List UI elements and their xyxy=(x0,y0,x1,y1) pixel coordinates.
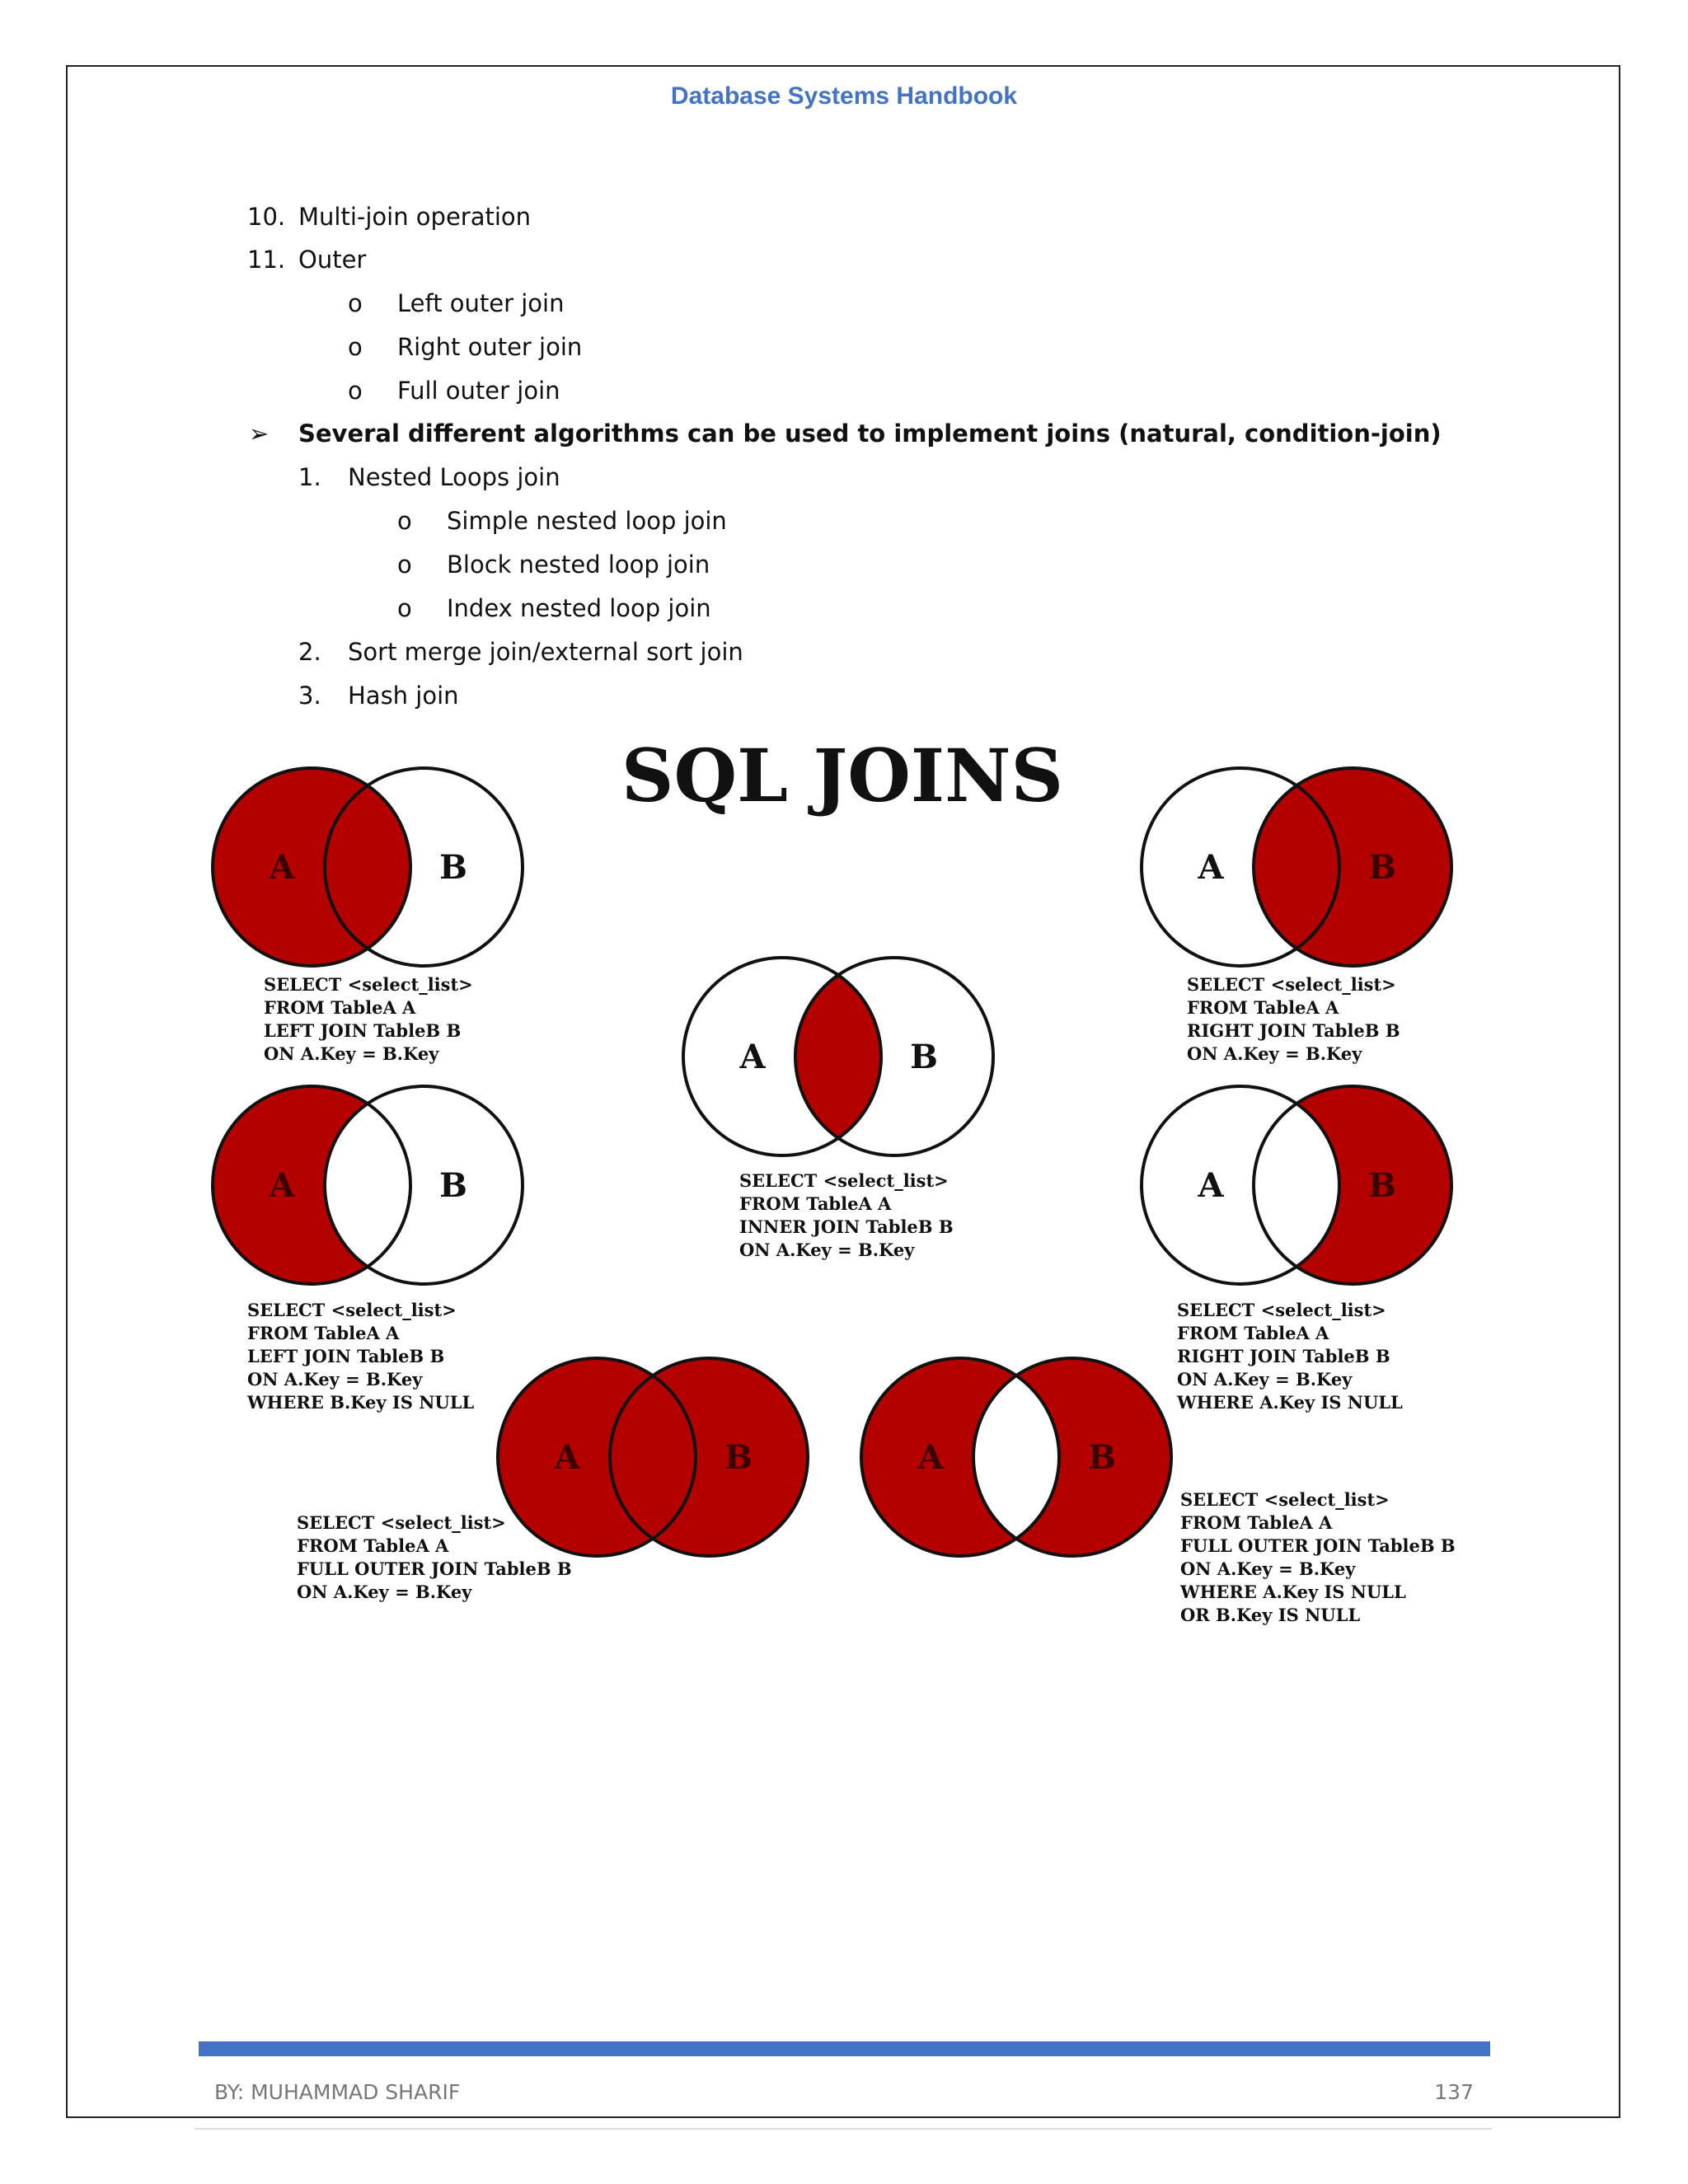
left-join-diagram xyxy=(213,768,523,1064)
bottom-rule xyxy=(195,2128,1493,2130)
sql-line: ON A.Key = B.Key xyxy=(1177,1369,1353,1390)
set-a-label: A xyxy=(554,1438,580,1477)
circle-bullet: o xyxy=(348,333,363,361)
set-a-label: A xyxy=(269,848,295,887)
sql-line: FROM TableA A xyxy=(1180,1512,1333,1533)
set-b-label: B xyxy=(439,848,467,887)
list-item-text: Nested Loops join xyxy=(348,463,560,491)
set-b-label: B xyxy=(910,1038,938,1076)
sql-line: ON A.Key = B.Key xyxy=(297,1582,472,1602)
list-item-text: Index nested loop join xyxy=(447,594,711,622)
list-marker: 3. xyxy=(298,682,321,710)
set-b-label: B xyxy=(439,1166,467,1205)
sql-line: RIGHT JOIN TableB B xyxy=(1187,1020,1400,1041)
left-excluding-join-diagram xyxy=(213,1086,523,1413)
sql-line: INNER JOIN TableB B xyxy=(739,1216,954,1237)
footer-bar xyxy=(199,2041,1490,2056)
set-b-label: B xyxy=(1368,848,1396,887)
list-marker: 2. xyxy=(298,638,321,666)
sql-line: LEFT JOIN TableB B xyxy=(247,1346,445,1366)
set-a-label: A xyxy=(739,1038,766,1076)
sql-line: SELECT <select_list> xyxy=(247,1300,457,1320)
list-item-text: Simple nested loop join xyxy=(447,507,727,535)
running-header: Database Systems Handbook xyxy=(670,82,1018,110)
list-item-text: Outer xyxy=(298,246,367,274)
sql-line: WHERE B.Key IS NULL xyxy=(247,1392,475,1413)
circle-bullet: o xyxy=(397,551,412,579)
circle-bullet: o xyxy=(348,377,363,405)
set-a-label: A xyxy=(917,1438,944,1477)
inner-join-diagram xyxy=(683,958,993,1260)
sql-line: ON A.Key = B.Key xyxy=(1187,1043,1362,1064)
list-item-text: Left outer join xyxy=(397,289,565,317)
list-marker: 1. xyxy=(298,463,321,491)
figure-title: SQL JOINS xyxy=(621,733,1064,818)
list-marker: 11. xyxy=(247,246,286,274)
sql-line: FROM TableA A xyxy=(739,1193,892,1214)
footer-author: BY: MUHAMMAD SHARIF xyxy=(214,2080,461,2104)
sql-line: WHERE A.Key IS NULL xyxy=(1177,1392,1403,1413)
set-b-label: B xyxy=(1368,1166,1396,1205)
page-number: 137 xyxy=(1434,2080,1474,2104)
set-a-label: A xyxy=(1198,1166,1224,1205)
sql-line: ON A.Key = B.Key xyxy=(739,1240,915,1260)
circle-bullet: o xyxy=(348,289,363,317)
list-item-text: Full outer join xyxy=(397,377,560,405)
set-b-label: B xyxy=(724,1438,753,1477)
sql-line: FULL OUTER JOIN TableB B xyxy=(1180,1535,1456,1556)
list-item-text: Right outer join xyxy=(397,333,583,361)
sql-line: RIGHT JOIN TableB B xyxy=(1177,1346,1390,1366)
sql-line: SELECT <select_list> xyxy=(1180,1489,1390,1510)
circle-bullet: o xyxy=(397,594,412,622)
arrow-bullet-icon: ➢ xyxy=(249,419,270,448)
sql-line: FROM TableA A xyxy=(1177,1323,1329,1343)
right-join-diagram xyxy=(1142,768,1451,1064)
list-item-text: Hash join xyxy=(348,682,459,710)
circle-bullet: o xyxy=(397,507,412,535)
list-marker: 10. xyxy=(247,203,286,231)
set-a-label: A xyxy=(1198,848,1224,887)
sql-line: FROM TableA A xyxy=(297,1535,449,1556)
sql-line: SELECT <select_list> xyxy=(1177,1300,1386,1320)
algorithms-heading-text: Several different algorithms can be used to implement joins (natural, condition-join) xyxy=(298,419,1442,448)
sql-line: ON A.Key = B.Key xyxy=(264,1043,439,1064)
list-item-text: Multi-join operation xyxy=(298,203,532,231)
right-excluding-join-diagram xyxy=(1142,1086,1451,1413)
sql-line: SELECT <select_list> xyxy=(264,974,473,995)
sql-line: SELECT <select_list> xyxy=(1187,974,1396,995)
set-a-label: A xyxy=(269,1166,295,1205)
sql-line: ON A.Key = B.Key xyxy=(1180,1558,1356,1579)
sql-line: ON A.Key = B.Key xyxy=(247,1369,423,1390)
sql-line: WHERE A.Key IS NULL xyxy=(1180,1582,1406,1602)
sql-line: OR B.Key IS NULL xyxy=(1180,1605,1361,1625)
sql-line: SELECT <select_list> xyxy=(739,1170,949,1191)
list-item-text: Sort merge join/external sort join xyxy=(348,638,743,666)
sql-line: SELECT <select_list> xyxy=(297,1512,506,1533)
set-b-label: B xyxy=(1088,1438,1116,1477)
sql-line: FROM TableA A xyxy=(247,1323,400,1343)
sql-line: LEFT JOIN TableB B xyxy=(264,1020,462,1041)
sql-line: FULL OUTER JOIN TableB B xyxy=(297,1558,572,1579)
sql-line: FROM TableA A xyxy=(1187,997,1339,1018)
list-item-text: Block nested loop join xyxy=(447,551,710,579)
sql-line: FROM TableA A xyxy=(264,997,416,1018)
